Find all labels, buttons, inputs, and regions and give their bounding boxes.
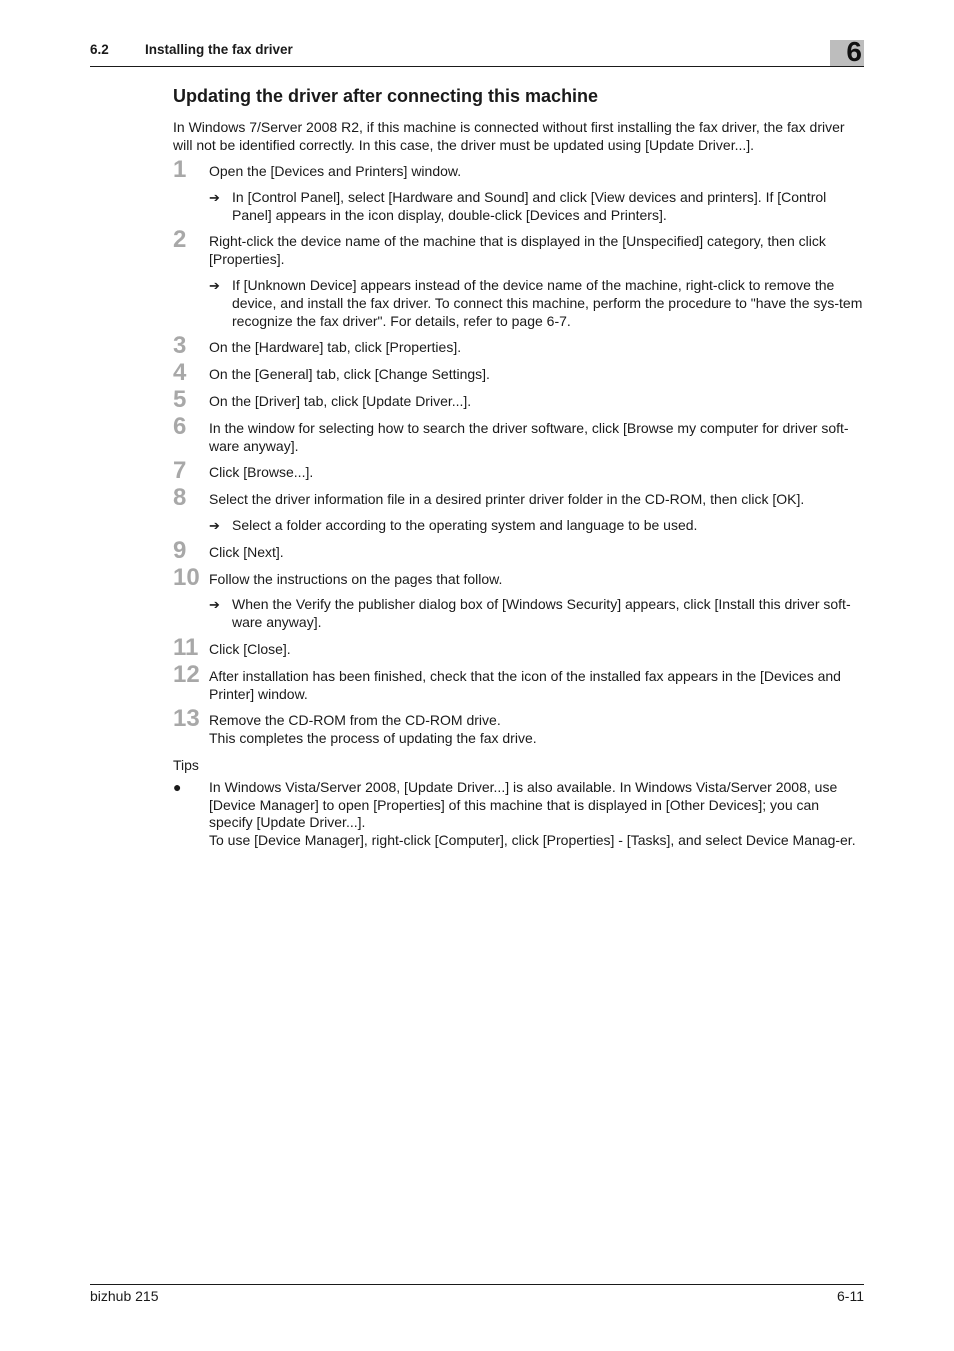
step-text: On the [General] tab, click [Change Settings]. <box>209 366 490 383</box>
step-text: On the [Hardware] tab, click [Properties]. <box>209 339 462 356</box>
step-text: Right-click the device name of the machine that is displayed in the [Unspecified] category, then click [Properties]. <box>209 233 826 268</box>
step-6 <box>173 412 865 456</box>
note-text: If [Unknown Device] appears instead of the device name of the machine, right-click to remove the device, and install the fax driver. To connect this machine, perform the procedure to "have the sys-tem recognize the fax driver". For details, refer to page 6-7. <box>232 276 863 329</box>
step-number: 4 <box>173 359 187 387</box>
step-number: 5 <box>173 385 187 413</box>
step-note <box>209 277 865 330</box>
step-note <box>209 596 865 632</box>
step-8 <box>173 484 865 535</box>
step-text: Remove the CD-ROM from the CD-ROM drive. <box>209 712 501 729</box>
note-text: Select a folder according to the operating system and language to be used. <box>232 516 698 533</box>
note-text: In [Control Panel], select [Hardware and Sound] and click [View devices and printers]. If [Control Panel] appears in the icon display, double-click [Devices and Printers]. <box>232 188 827 223</box>
intro-paragraph: In Windows 7/Server 2008 R2, if this machine is connected without first installing the fax driver, the fax driver will not be identified correctly. In this case, the driver must be updated using [Update Driver...]. <box>173 119 845 153</box>
step-number: 13 <box>173 705 200 733</box>
chapter-number: 6 <box>846 36 862 67</box>
note-text: When the Verify the publisher dialog box of [Windows Security] appears, click [Install this driver soft-ware anyway]. <box>232 596 851 631</box>
arrow-icon: ➔ <box>209 517 220 533</box>
step-text: Select the driver information file in a desired printer driver folder in the CD-ROM, then click [OK]. <box>209 491 805 508</box>
step-1 <box>173 156 865 224</box>
arrow-icon: ➔ <box>209 189 220 205</box>
tip-text: In Windows Vista/Server 2008, [Update Driver...] is also available. In Windows Vista/Server 2008, use [Device Manager] to open [Properties] of this machine that is displayed in [Other Devices]; you can specify [Update Driver...]. <box>209 778 838 831</box>
step-number: 3 <box>173 332 187 360</box>
page-footer <box>90 1284 864 1304</box>
section-title: Installing the fax driver <box>145 42 293 57</box>
step-number: 8 <box>173 484 187 512</box>
step-9 <box>173 536 865 564</box>
step-number: 6 <box>173 412 187 440</box>
step-text: Click [Close]. <box>209 640 291 657</box>
page-header <box>90 38 864 67</box>
step-11 <box>173 633 865 661</box>
step-number: 11 <box>173 633 199 661</box>
step-text: Click [Browse...]. <box>209 464 314 481</box>
step-number: 1 <box>173 156 187 183</box>
step-13 <box>173 705 865 748</box>
section-number: 6.2 <box>90 42 109 57</box>
chapter-tab <box>830 36 864 67</box>
step-text: Click [Next]. <box>209 543 284 560</box>
step-7 <box>173 457 865 485</box>
tip-item <box>173 779 865 850</box>
step-text: Follow the instructions on the pages that follow. <box>209 570 503 587</box>
step-text: In the window for selecting how to search the driver software, click [Browse my computer for driver soft-ware anyway]. <box>209 419 849 454</box>
step-2 <box>173 226 865 330</box>
step-number: 10 <box>173 563 200 591</box>
step-number: 7 <box>173 457 187 485</box>
bullet-icon: ● <box>173 778 182 795</box>
step-text: After installation has been finished, check that the icon of the installed fax appears in the [Devices and Printer] window. <box>209 667 841 702</box>
step-number: 9 <box>173 536 187 564</box>
arrow-icon: ➔ <box>209 597 220 613</box>
product-name: bizhub 215 <box>90 1288 159 1304</box>
arrow-icon: ➔ <box>209 277 220 293</box>
step-3 <box>173 332 865 360</box>
step-12 <box>173 660 865 704</box>
step-text: On the [Driver] tab, click [Update Driver...]. <box>209 392 472 409</box>
step-10 <box>173 563 865 632</box>
step-number: 2 <box>173 226 187 254</box>
page-number: 6-11 <box>837 1288 864 1304</box>
step-5 <box>173 385 865 413</box>
step-4 <box>173 359 865 387</box>
step-note <box>209 189 865 225</box>
step-text: Open the [Devices and Printers] window. <box>209 163 462 179</box>
step-result-text: This completes the process of updating the fax drive. <box>209 730 537 747</box>
tips-label: Tips <box>173 756 199 773</box>
step-number: 12 <box>173 660 200 688</box>
step-note <box>209 517 865 535</box>
main-content <box>173 84 865 850</box>
tip-text-2: To use [Device Manager], right-click [Computer], click [Properties] - [Tasks], and select Device Manag-er. <box>209 832 856 849</box>
page-title: Updating the driver after connecting this machine <box>173 86 599 106</box>
